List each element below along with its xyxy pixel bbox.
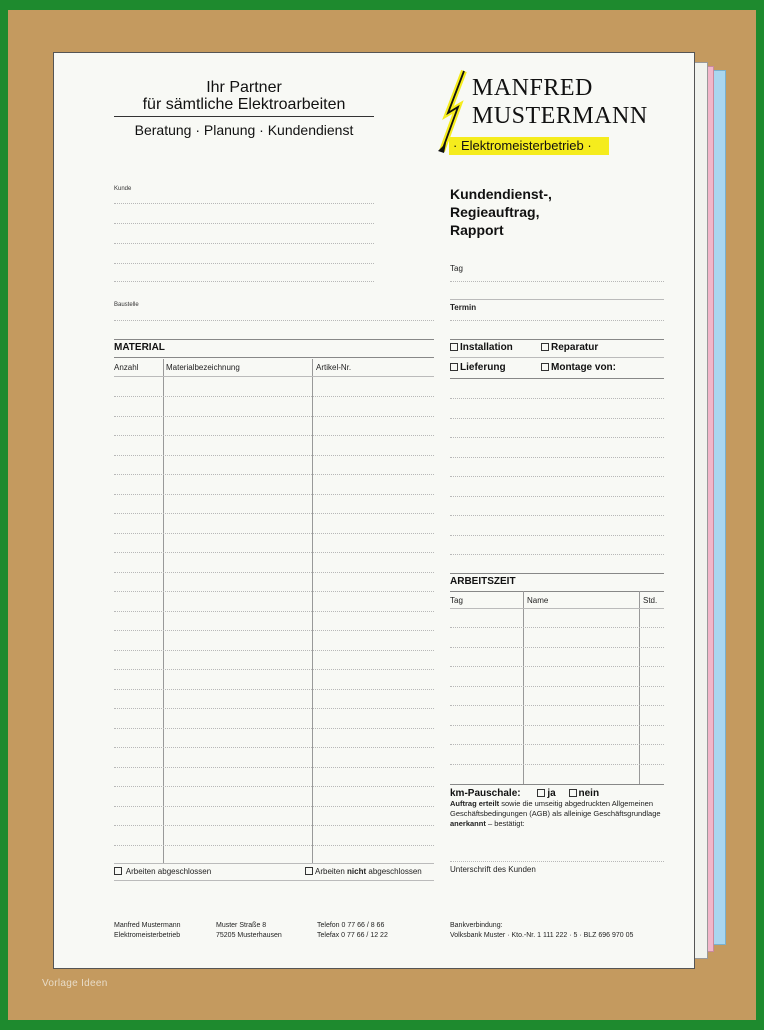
partner-slogan <box>114 79 374 113</box>
arbeitszeit-row-line[interactable] <box>450 705 664 706</box>
terms-text-1: sowie die umseitig abgedruckten Allgemeinen Geschäftsbedingungen (AGB) als alleinige Geschäftsgrundlage <box>450 799 661 818</box>
nicht-word: nicht <box>347 867 367 876</box>
montage-line[interactable] <box>450 515 664 516</box>
arbeiten-abgeschlossen-label: Arbeiten abgeschlossen <box>125 867 212 876</box>
arbeiten-nicht-abgeschlossen-checkbox[interactable] <box>305 867 422 876</box>
option-montage-label: Montage von: <box>551 362 616 373</box>
col-name: Name <box>527 596 549 605</box>
footer-address <box>216 921 282 941</box>
material-row-line[interactable] <box>114 494 434 495</box>
form-sheet <box>53 52 695 969</box>
material-row-line[interactable] <box>114 708 434 709</box>
material-row-line[interactable] <box>114 396 434 397</box>
kunde-label: Kunde <box>114 186 132 192</box>
terms-text <box>450 799 670 829</box>
tag-line[interactable] <box>450 281 664 282</box>
material-row-line[interactable] <box>114 845 434 846</box>
arbeitszeit-row-line[interactable] <box>450 666 664 667</box>
kunde-line[interactable] <box>114 263 374 264</box>
col-std: Std. <box>643 596 658 605</box>
partner-line-2: für sämtliche Elektroarbeiten <box>142 96 346 113</box>
footer-name: Manfred Mustermann <box>114 922 181 929</box>
watermark: Vorlage Ideen <box>42 978 108 989</box>
material-row-line[interactable] <box>114 455 434 456</box>
checkbox-icon[interactable] <box>569 789 577 797</box>
arbeitszeit-col-divider <box>523 591 524 784</box>
arbeitszeit-row-line[interactable] <box>450 647 664 648</box>
col-anzahl: Anzahl <box>114 363 139 372</box>
footer-phone: Telefon 0 77 66 / 8 66 <box>317 922 385 929</box>
montage-line[interactable] <box>450 535 664 536</box>
checkbox-icon[interactable] <box>541 343 549 351</box>
arbeitszeit-heading-rule <box>450 591 664 592</box>
option-montage[interactable] <box>541 362 616 373</box>
kunde-line[interactable] <box>114 223 374 224</box>
material-row-line[interactable] <box>114 786 434 787</box>
title-line-1: Kundendienst-, <box>450 186 552 202</box>
title-line-3: Rapport <box>450 222 504 238</box>
kunde-line[interactable] <box>114 243 374 244</box>
montage-line[interactable] <box>450 418 664 419</box>
brand-tagline: · Elektromeisterbetrieb · <box>449 137 609 155</box>
material-row-line[interactable] <box>114 513 434 514</box>
arbeitszeit-top-rule <box>450 573 664 574</box>
material-top-rule <box>114 339 434 340</box>
option-installation-label: Installation <box>460 342 513 353</box>
footer-bank <box>450 921 633 941</box>
partner-line-1: Ihr Partner <box>206 79 282 96</box>
footer-contact <box>317 921 388 941</box>
material-row-line[interactable] <box>114 416 434 417</box>
kunde-line[interactable] <box>114 203 374 204</box>
options-bottom-rule <box>450 378 664 379</box>
material-row-line[interactable] <box>114 806 434 807</box>
checkbox-icon[interactable] <box>541 363 549 371</box>
option-installation[interactable] <box>450 342 513 353</box>
material-header-rule <box>114 376 434 377</box>
title-line-2: Regieauftrag, <box>450 204 540 220</box>
material-row-line[interactable] <box>114 435 434 436</box>
arbeitszeit-heading: ARBEITSZEIT <box>450 576 516 587</box>
arbeitszeit-row-line[interactable] <box>450 764 664 765</box>
montage-line[interactable] <box>450 554 664 555</box>
footer-company <box>114 921 181 941</box>
terms-bold-2: anerkannt <box>450 819 486 828</box>
material-row-line[interactable] <box>114 728 434 729</box>
footer-bank-details: Volksbank Muster · Kto.-Nr. 1 111 222 · 5 · BLZ 696 970 05 <box>450 932 634 939</box>
options-mid-rule <box>450 357 664 358</box>
km-pauschale-label: km-Pauschale: <box>450 788 521 799</box>
material-row-line[interactable] <box>114 533 434 534</box>
option-lieferung[interactable] <box>450 362 506 373</box>
option-lieferung-label: Lieferung <box>460 362 506 373</box>
termin-line[interactable] <box>450 320 664 321</box>
material-row-line[interactable] <box>114 650 434 651</box>
footer-street: Muster Straße 8 <box>216 922 267 929</box>
material-row-line[interactable] <box>114 552 434 553</box>
signature-label: Unterschrift des Kunden <box>450 865 536 874</box>
material-heading: MATERIAL <box>114 342 165 353</box>
material-row-line[interactable] <box>114 474 434 475</box>
tag-divider <box>450 299 664 300</box>
checkbox-icon[interactable] <box>450 363 458 371</box>
col-artikel-nr: Artikel-Nr. <box>316 363 352 372</box>
kunde-line[interactable] <box>114 281 374 282</box>
montage-line[interactable] <box>450 496 664 497</box>
km-ja-checkbox[interactable] <box>537 788 555 799</box>
material-row-line[interactable] <box>114 591 434 592</box>
arbeitszeit-col-divider <box>639 591 640 784</box>
brand-name-line-1: MANFRED <box>472 75 593 101</box>
form-title <box>450 185 552 239</box>
arbeiten-abgeschlossen-checkbox[interactable] <box>114 867 211 876</box>
nicht-prefix: Arbeiten <box>315 867 348 876</box>
footer-company-type: Elektromeisterbetrieb <box>114 932 181 939</box>
col-tag: Tag <box>450 596 463 605</box>
signature-line[interactable] <box>450 861 664 862</box>
arbeitszeit-row-line[interactable] <box>450 725 664 726</box>
checkbox-icon[interactable] <box>537 789 545 797</box>
footer-fax: Telefax 0 77 66 / 12 22 <box>317 932 388 939</box>
terms-bold-1: Auftrag erteilt <box>450 799 500 808</box>
terms-text-2: – bestätigt: <box>485 819 525 828</box>
services-line: Beratung · Planung · Kundendienst <box>134 122 354 138</box>
material-row-line[interactable] <box>114 669 434 670</box>
material-row-line[interactable] <box>114 689 434 690</box>
baustelle-label: Baustelle <box>114 302 139 308</box>
checkbox-icon[interactable] <box>450 343 458 351</box>
nicht-suffix: abgeschlossen <box>366 867 422 876</box>
arbeitszeit-header-rule <box>450 608 664 609</box>
tag-label: Tag <box>450 264 463 273</box>
footer-bank-label: Bankverbindung: <box>450 922 503 929</box>
checkbox-icon[interactable] <box>305 867 313 875</box>
col-materialbezeichnung: Materialbezeichnung <box>166 363 240 372</box>
material-row-line[interactable] <box>114 825 434 826</box>
montage-line[interactable] <box>450 398 664 399</box>
km-nein-checkbox[interactable] <box>569 788 600 799</box>
arbeitszeit-row-line[interactable] <box>450 627 664 628</box>
km-nein-label: nein <box>578 788 600 799</box>
options-top-rule <box>450 339 664 340</box>
material-row-line[interactable] <box>114 767 434 768</box>
material-row-line[interactable] <box>114 572 434 573</box>
material-bottom-rule <box>114 863 434 864</box>
material-row-line[interactable] <box>114 747 434 748</box>
arbeitszeit-row-line[interactable] <box>450 686 664 687</box>
montage-line[interactable] <box>450 437 664 438</box>
km-pauschale-row <box>450 788 599 799</box>
montage-line[interactable] <box>450 457 664 458</box>
slogan-divider <box>114 116 374 117</box>
km-ja-label: ja <box>547 788 556 799</box>
option-reparatur-label: Reparatur <box>551 342 599 353</box>
arbeitszeit-row-line[interactable] <box>450 744 664 745</box>
arbeitszeit-bottom-rule <box>450 784 664 785</box>
footer-city: 75205 Musterhausen <box>216 932 282 939</box>
material-row-line[interactable] <box>114 611 434 612</box>
material-row-line[interactable] <box>114 630 434 631</box>
brand-name-line-2: MUSTERMANN <box>472 103 648 129</box>
option-reparatur[interactable] <box>541 342 598 353</box>
material-end-rule <box>114 880 434 881</box>
termin-label: Termin <box>450 303 477 312</box>
montage-line[interactable] <box>450 476 664 477</box>
checkbox-icon[interactable] <box>114 867 122 875</box>
baustelle-line[interactable] <box>114 320 434 321</box>
material-heading-rule <box>114 357 434 358</box>
